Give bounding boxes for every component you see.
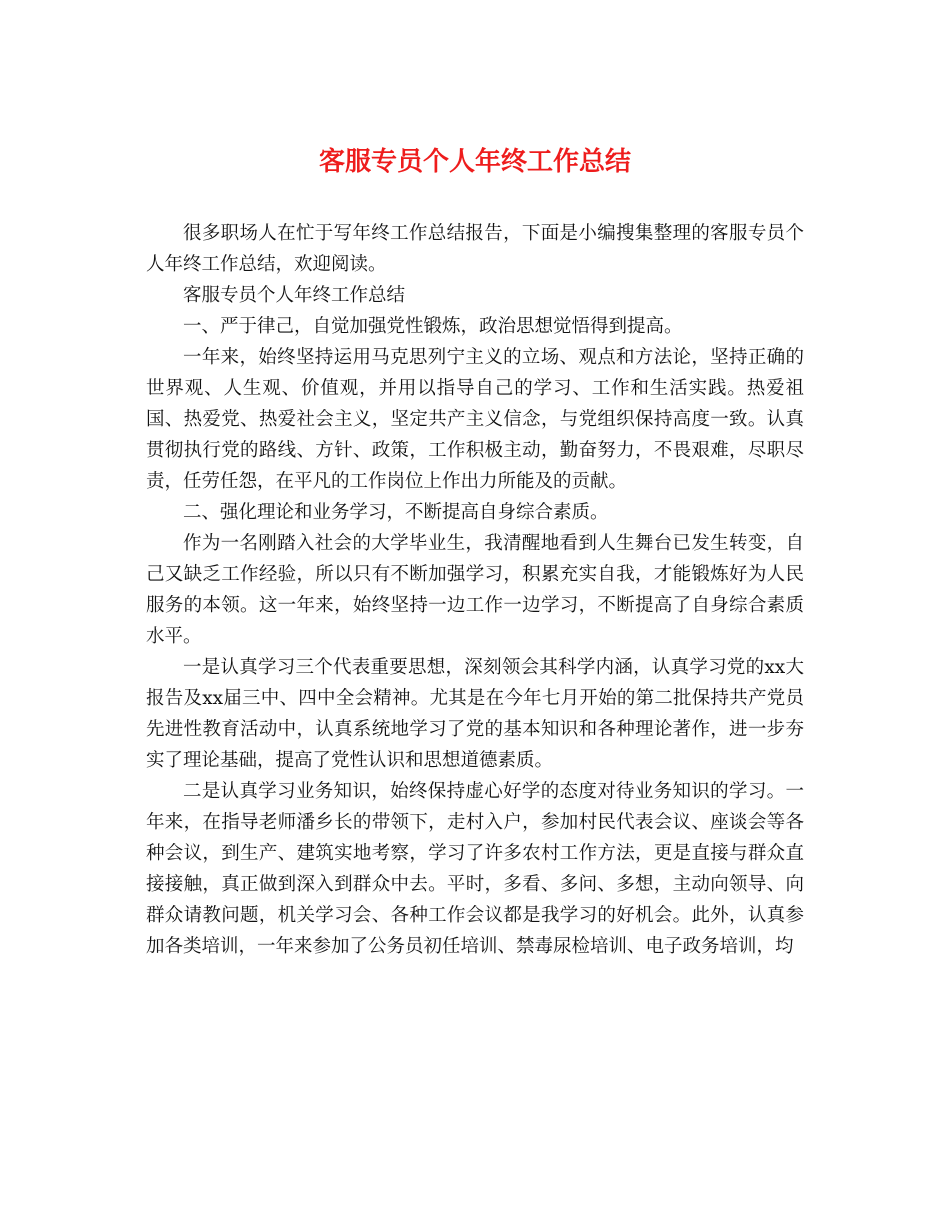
paragraph-body-2: 作为一名刚踏入社会的大学毕业生，我清醒地看到人生舞台已发生转变，自己又缺乏工作经验，所以只有不断加强学习，积累充实自我，才能锻炼好为人民服务的本领。这一年来，始终坚持一边工作一边学习，不断提高了自身综合素质水平。 [146, 533, 804, 647]
paragraph-body-3: 一是认真学习三个代表重要思想，深刻领会其科学内涵，认真学习党的xx大报告及xx届三中、四中全会精神。尤其是在今年七月开始的第二批保持共产党员先进性教育活动中，认真系统地学习了党的基本知识和各种理论著作，进一步夯实了理论基础，提高了党性认识和思想道德素质。 [146, 657, 804, 771]
paragraph-intro: 很多职场人在忙于写年终工作总结报告，下面是小编搜集整理的客服专员个人年终工作总结，欢迎阅读。 [146, 223, 804, 275]
paragraph-subtitle: 客服专员个人年终工作总结 [183, 285, 406, 306]
paragraph-heading-2: 二、强化理论和业务学习，不断提高自身综合素质。 [183, 502, 609, 523]
paragraph-body-4: 二是认真学习业务知识，始终保持虚心好学的态度对待业务知识的学习。一年来，在指导老师潘乡长的带领下，走村入户，参加村民代表会议、座谈会等各种会议，到生产、建筑实地考察，学习了许多农村工作方法，更是直接与群众直接接触，真正做到深入到群众中去。平时，多看、多问、多想，主动向领导、向群众请教问题，机关学习会、各种工作会议都是我学习的好机会。此外，认真参加各类培训，一年来参加了公务员初任培训、禁毒尿检培训、电子政务培训，均 [146, 781, 804, 957]
paragraph-body-1: 一年来，始终坚持运用马克思列宁主义的立场、观点和方法论，坚持正确的世界观、人生观、价值观，并用以指导自己的学习、工作和生活实践。热爱祖国、热爱党、热爱社会主义，坚定共产主义信念，与党组织保持高度一致。认真贯彻执行党的路线、方针、政策，工作积极主动，勤奋努力，不畏艰难，尽职尽责，任劳任怨，在平凡的工作岗位上作出力所能及的贡献。 [146, 347, 804, 492]
paragraph-heading-1: 一、严于律己，自觉加强党性锻炼，政治思想觉悟得到提高。 [183, 316, 683, 337]
document-title: 客服专员个人年终工作总结 [318, 147, 631, 177]
document-body [146, 218, 804, 962]
